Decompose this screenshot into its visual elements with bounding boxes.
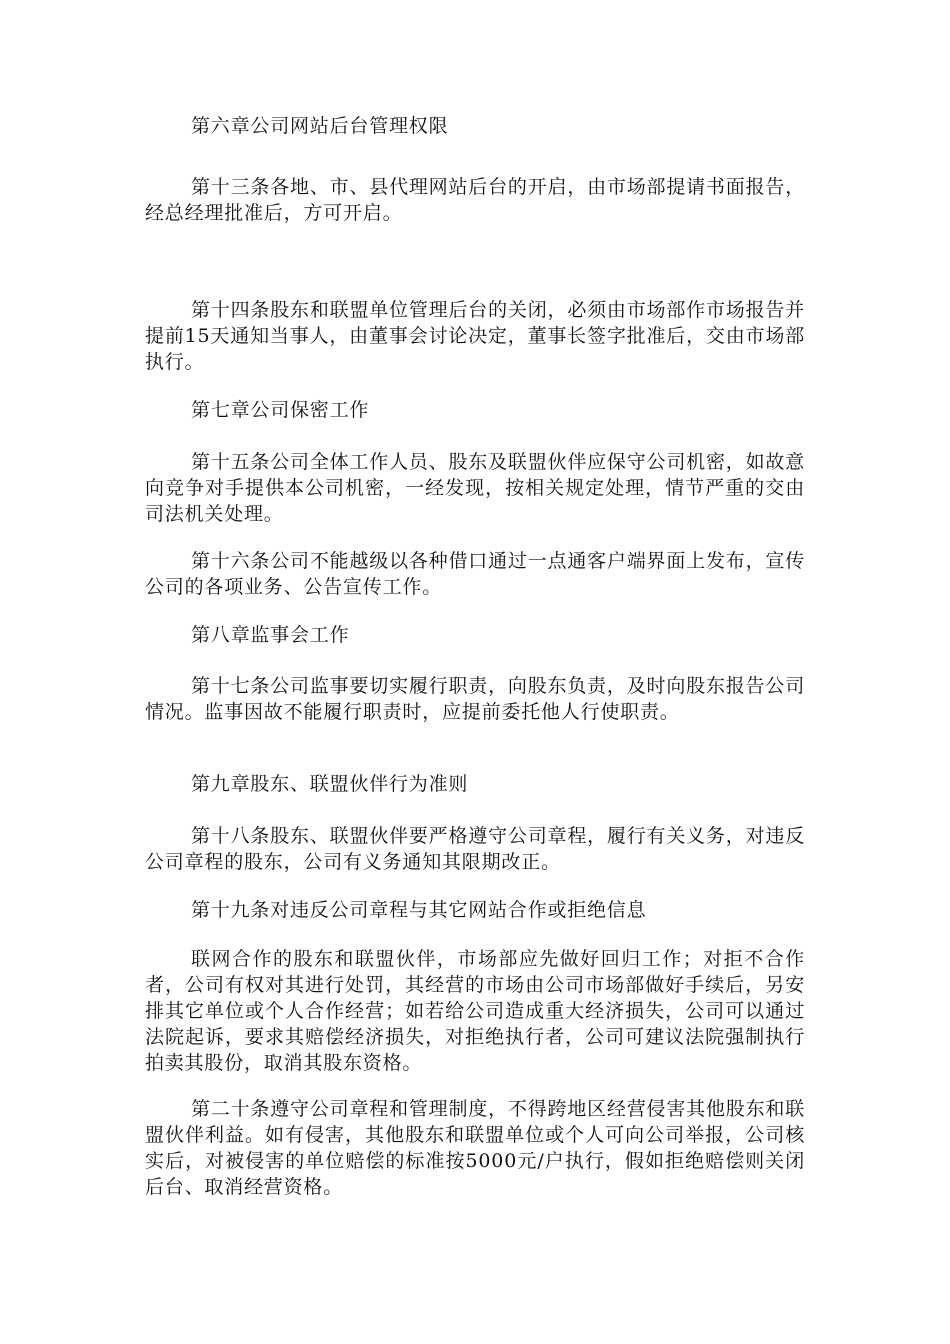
article-17: 第十七条公司监事要切实履行职责，向股东负责，及时向股东报告公司情况。监事因故不能履行职责时，应提前委托他人行使职责。 xyxy=(145,675,805,723)
article-19-title: 第十九条对违反公司章程与其它网站合作或拒绝信息 xyxy=(191,899,647,921)
article-13: 第十三条各地、市、县代理网站后台的开启，由市场部提请书面报告，经总经理批准后，方可开启。 xyxy=(145,176,805,224)
article-20: 第二十条遵守公司章程和管理制度，不得跨地区经营侵害其他股东和联盟伙伴利益。如有侵害，其他股东和联盟单位或个人可向公司举报，公司核实后，对被侵害的单位赔偿的标准按5000元/户执行，假如拒绝赔偿则关闭后台、取消经营资格。 xyxy=(145,1098,805,1198)
article-15: 第十五条公司全体工作人员、股东及联盟伙伴应保守公司机密，如故意向竞争对手提供本公司机密，一经发现，按相关规定处理，情节严重的交由司法机关处理。 xyxy=(145,451,805,525)
chapter-6-heading: 第六章公司网站后台管理权限 xyxy=(191,115,449,137)
chapter-8-heading: 第八章监事会工作 xyxy=(191,624,350,646)
chapter-9-heading: 第九章股东、联盟伙伴行为准则 xyxy=(191,773,469,795)
article-18: 第十八条股东、联盟伙伴要严格遵守公司章程，履行有关义务，对违反公司章程的股东，公司有义务通知其限期改正。 xyxy=(145,825,805,873)
article-14: 第十四条股东和联盟单位管理后台的关闭，必须由市场部作市场报告并提前15天通知当事人，由董事会讨论决定，董事长签字批准后，交由市场部执行。 xyxy=(145,299,805,373)
article-19-body: 联网合作的股东和联盟伙伴，市场部应先做好回归工作；对拒不合作者，公司有权对其进行处罚，其经营的市场由公司市场部做好手续后，另安排其它单位或个人合作经营；如若给公司造成重大经济损失，公司可以通过法院起诉，要求其赔偿经济损失，对拒绝执行者，公司可建议法院强制执行拍卖其股份，取消其股东资格。 xyxy=(145,948,805,1074)
article-16: 第十六条公司不能越级以各种借口通过一点通客户端界面上发布，宣传公司的各项业务、公告宣传工作。 xyxy=(145,550,805,598)
chapter-7-heading: 第七章公司保密工作 xyxy=(191,399,370,421)
